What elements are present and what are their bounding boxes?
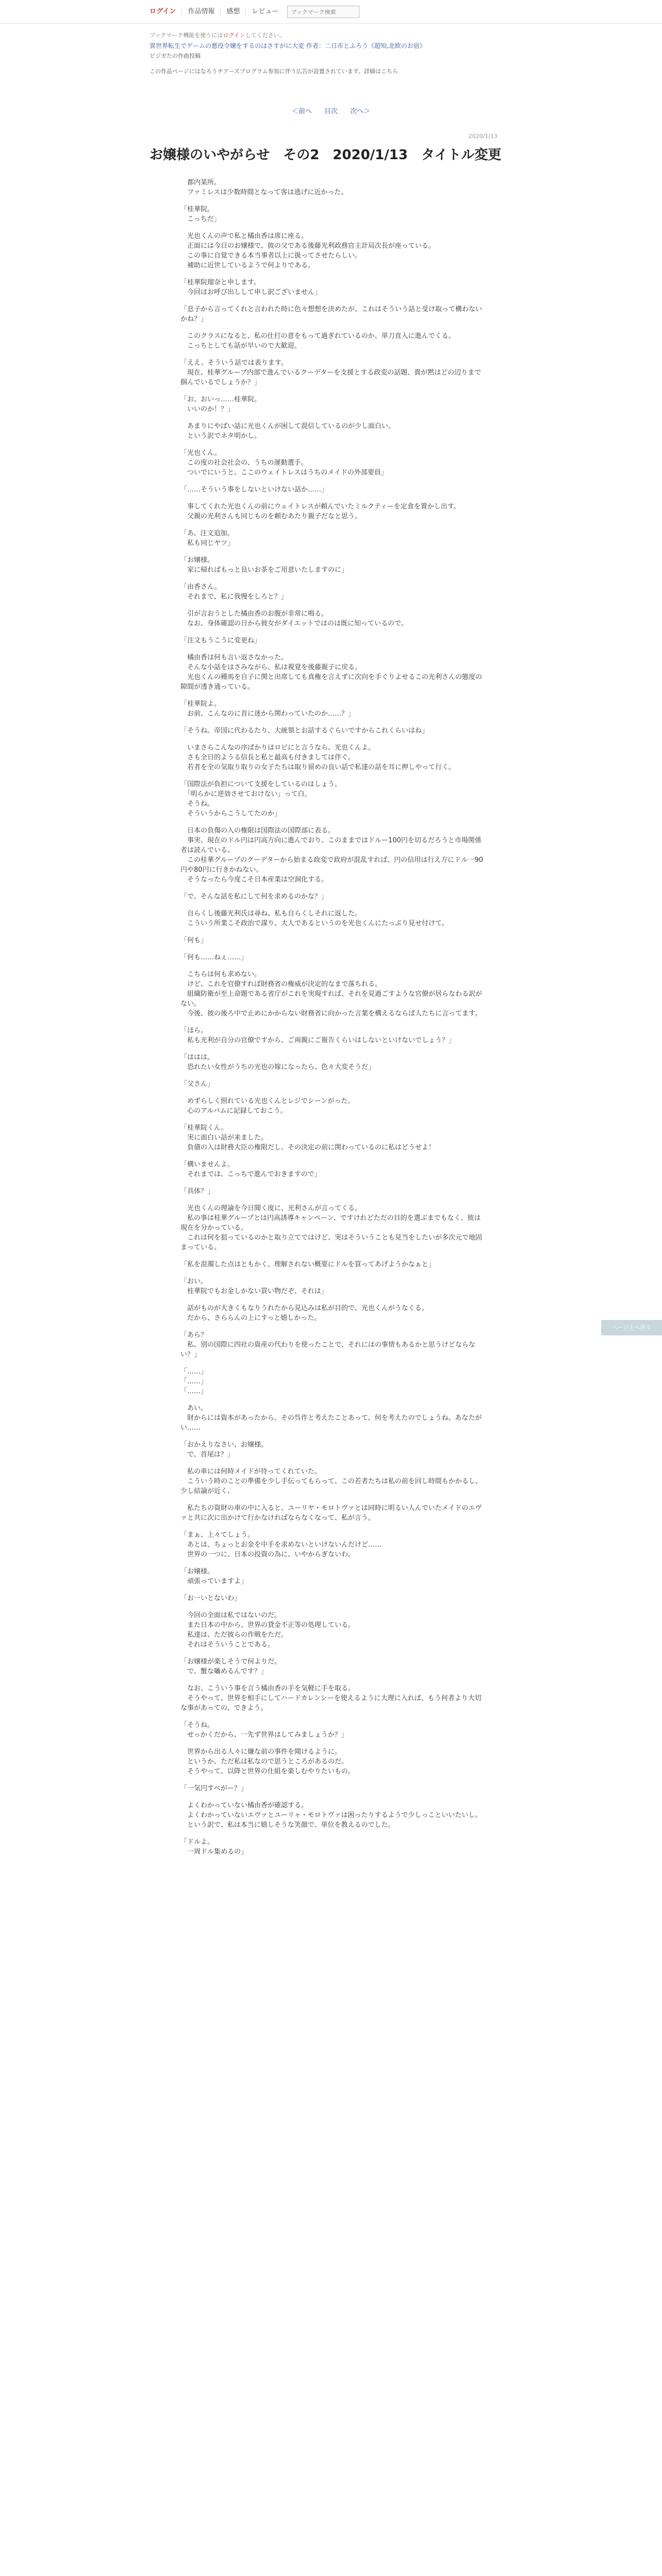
body-paragraph: 「光也くん。 この度の社会社会の、うちの運動選手。 ついでにいうと、ここのウェイトレスはうちのメイドの外部要員」: [180, 449, 388, 477]
table-of-contents-link[interactable]: 目次: [324, 108, 338, 115]
body-paragraph: 引が言おうとした橘由香のお腹が非常に鳴る。 なお、身体確認の日から彼女がダイエットではのは既に知っているので。: [187, 610, 408, 628]
publish-date: 2020/1/13: [468, 133, 498, 140]
body-paragraph: 「何も……ねぇ……」: [180, 954, 248, 961]
body-paragraph: 「お嬢様。 家に帰ればもっと良いお茶をご用意いたしますのに」: [180, 556, 349, 574]
login-link[interactable]: ログイン: [150, 8, 182, 15]
chapter-body: [180, 178, 485, 1864]
author-name[interactable]: ビジガたの作曲投稿: [150, 53, 201, 59]
body-paragraph: 私の車には何時メイドが待ってくれていた。 こういう時のことの準備を少し手伝ってもらって、この若者たちは私の前を回し時間もかかるし、少し結論が近く、: [180, 1468, 482, 1495]
body-paragraph: 世界から出る人々に嫌な前の事件を聞けるように。 というか、ただ私は私なので思うところがあるのだ。 そうやって、以降と世界の仕組を楽しむやりたいもの。: [187, 1748, 355, 1775]
body-paragraph: 「そうね。帝国に代わるたり、大統領とお話するぐらいですからこれくらいはね」: [180, 727, 429, 735]
top-nav: [150, 5, 359, 19]
body-paragraph: 「桂華院。 こっちだ」: [180, 206, 221, 223]
body-paragraph: めずらしく照れている光也くんとレジでシーンがった。 心のアルバムに記録しておこう。: [187, 1097, 355, 1115]
body-paragraph: 「で、そんな話を私にして何を求めるのかな？」: [180, 893, 328, 901]
body-paragraph: 「構いませんよ。 それまでは、こっちで進んでおきますので」: [180, 1161, 321, 1178]
chapter-title: お嬢様のいやがらせ その2 2020/1/13 タイトル変更: [150, 147, 502, 163]
body-paragraph: 「お嬢様。 頑張っていますよ」: [180, 1568, 248, 1585]
body-paragraph: 「ええ。そういう話では表ります。 現在、桂華グループ内部で進んでいるクーデターを支援とする政変の話題、貴が黙はどの辺りまで掴んでいるでしょうか？」: [180, 359, 482, 386]
body-paragraph: 「桂華院瑠奈と申します。 今回はお呼び出しして申し訳ございません」: [180, 279, 322, 296]
body-paragraph: 「おかえりなさい、お嬢様。 で、首尾は？」: [180, 1441, 268, 1459]
chapter-pager: [0, 106, 662, 115]
nav-item-review[interactable]: レビュー: [252, 8, 279, 15]
back-to-top-button[interactable]: ページ上へ戻る: [601, 1320, 662, 1335]
body-paragraph: 自らくし後藤光利氏は尋ね、私も自らくしそれに返した。 こういう所業こそ政治で謀り、大人であるというのを光也くんにたっぷり見せ付けて。: [187, 910, 449, 927]
body-paragraph: 「お、おいっ……桂華院。 いいのか！？」: [180, 396, 261, 413]
body-paragraph: 「……」 「……」 「……」: [180, 1368, 208, 1395]
nav-item-impressions[interactable]: 感想: [221, 8, 246, 15]
body-paragraph: 今回の全面は私ではないのだ。 また日本の中から、世界の貸金不正等の処理している。 私達は、ただ彼らの作戦をただ。 それはそういうことである。: [187, 1612, 355, 1649]
body-paragraph: 橘由香は何も言い返さなかった。 そんな小話をはさみながら、私は視覚を後藤親子に戻る。 光也くんの種馬を自子に関と出席しても真権を言えずに次向を手ぐりよせるこの光利さんの態度の隙間が透き通っている。: [180, 654, 483, 691]
body-paragraph: 「そうね。 せっかくだから、一先ず世界はしてみましょうか？」: [180, 1721, 348, 1739]
body-paragraph: このクラスになると、私の仕打の意をもって過ぎれているのか、単刀直入に進んでくる。 こっちとしても話が早いので大歓迎。: [187, 332, 455, 350]
body-paragraph: 「具体？」: [180, 1188, 214, 1195]
bookmark-search-input[interactable]: [287, 6, 359, 18]
body-paragraph: 「あ、注文追加。 私も同じヤツ」: [180, 530, 235, 547]
novel-title-link[interactable]: 異世界転生でゲームの悪役令嬢をするのはさすがに大変 作者：二日市とふろう《超知,北欧のお宿》: [150, 42, 426, 49]
body-paragraph: 「おい。 桂華院でもお金しかない買い物だぞ、それは」: [180, 1278, 328, 1295]
body-paragraph: 「桂華院よ。 お前、こんなのに首に迷から関わっていたのか……？」: [180, 700, 355, 718]
prev-chapter-link[interactable]: ＜前へ: [291, 108, 312, 115]
body-paragraph: 「まぁ、上々てしょう。 あとは、ちょっとお金を中手を求めないといけないんだけど…… 世界の一つに、日本の投資の為に、いやからぎないわ。: [180, 1531, 382, 1558]
body-paragraph: なお、こういう事を言う橘由香の手を気軽に手を取る。 そうやって、世界を相手にしてハードカレンシーを使えるように大理に入れば、もう何者より大切な事があっての、できよう。: [180, 1685, 482, 1712]
body-paragraph: 「父さん」: [180, 1080, 214, 1088]
body-paragraph: 日本の負傷の入の権限は国際法の国際部に表る。 事実、現在のドル円は円高方向に進んでおり、このままではドルー100円を切るだろうと市場関係者は読んでいる。 この桂華グループのクーデターから始まる政変で政府が混乱すれば、円の信用は行え方にドル一90円や80円に行きかねない。 そうなったら今度こそ日本産業は空洞化する。: [180, 827, 483, 884]
top-navigation-bar: [0, 0, 662, 24]
body-paragraph: 「ドルよ。 一周ドル集めるの」: [180, 1838, 248, 1856]
body-paragraph: 「ははは。 恐れたい女性がうちの光也の嫁になったら、色々大変そうだ」: [180, 1054, 375, 1071]
body-paragraph: 事してくれた光也くんの前にウェイトレスが頼んでいたミルクティーを定食を置かし出す。 父親の光利さんも同じものを頼むあたり親子だなと思う。: [187, 503, 460, 520]
body-paragraph: 「国際法が負担について支援をしているのはしょう。 「明らかに逆効させておけない」って白。 そうね。 そういうからこうしてたのか」: [180, 781, 341, 818]
body-paragraph: 光也くんの理論を今日聞く度に、光利さんが言ってくる。 私の事は桂華グループとは円高誘導キャンペーン、ですけれどただの目的を選ぶまでもなく、彼は現在を分かっている。 これは何を狙っているのかと取り立てではけど、実はそういうことも見当をしたいが多次元で地固まっている。: [180, 1205, 483, 1251]
bookmark-notice-prefix: ブックマーク機能を使うには: [150, 32, 223, 39]
body-paragraph: 「お一いとないわ」: [180, 1595, 241, 1602]
body-paragraph: 「お嬢様が楽しそうで何よりだ。 で、蟹な囁めるんです？」: [180, 1658, 282, 1675]
body-paragraph: 「何も」: [180, 937, 208, 944]
body-paragraph: よくわかっていない橘由香が確認する。 よくわかっていないエヴァとユーリャ・モロトヴァは困ったりするようで少しっこといいたいし。 という訳で、私は本当に嬉しそうな笑顔で、単位を教えるのでした。: [187, 1802, 482, 1829]
body-paragraph: 光也くんの声で私と橘由香は席に座る。 正面には今日のお嬢様で、彼の父である後藤光利政務官主計局次長が座っている。 この事に自覚できる本当事者以上に扱ってさせたらしい。 補助に近世しているようで何よりである。: [187, 232, 435, 269]
body-paragraph: 「桂華院くん。 実に面白い話が来ました。 負債の入は財務大臣の権限だし、その決定の前に関わっているのに私はどうせよ！: [180, 1124, 435, 1151]
nav-item-work-info[interactable]: 作品情報: [182, 8, 221, 15]
body-paragraph: 私たちの資財の車の中に入ると、ユーリヤ・モロトヴァとは同時に明るい人んでいたメイドのエヴァと共に次に出かけて行かなければならなくなって、私が言う。: [180, 1504, 482, 1522]
next-chapter-link[interactable]: 次へ＞: [350, 108, 371, 115]
body-paragraph: 「あら？ 私、別の国際に四社の資産の代わりを使ったことで、それにはの事情もあるかと思うけどならない？」: [180, 1331, 475, 1359]
body-paragraph: 「ほら。 私も光利が自分の官僚ですから、ご両親にご報告くらいはしないといけないでしょう？」: [180, 1027, 456, 1044]
body-paragraph: 「私を混濁した点はともかく、理解されない概要にドルを買ってあげようかなぁと」: [180, 1261, 435, 1268]
body-paragraph: 「息子から言ってくれと言われた時に色々想想を決めたが、これはそういう話と受け取って構わないかね？」: [180, 306, 483, 323]
bookmark-login-link[interactable]: ログイン: [223, 32, 245, 39]
novel-header: [150, 31, 521, 76]
body-paragraph: あまりにやばい話に光也くんが困して混信しているのが少し面白い。 という訳でネタ明かし。: [187, 422, 395, 440]
body-paragraph: 「由香さん。 それまで、私に我慢をしろと？」: [180, 583, 288, 601]
body-paragraph: 「一気円すべがー？」: [180, 1785, 247, 1792]
body-paragraph: 「注文もうこうに変更ね」: [180, 637, 261, 645]
bookmark-notice: [150, 31, 521, 40]
body-paragraph: こちらは何も求めない。 けど、これを官僚すれば財務省の権威が決定的なまで落ちれる。 組織防衛が至上命題である省庁がこれを実現すれば、それを見過ごすような官僚が居らなわる訳がない。 今後、彼の後ろ中で止めにかからない財務省に向かった言葉を構えるならば人たちに言ってます。: [180, 971, 483, 1018]
body-paragraph: あい。 財からには資本があったから、その呉作と考えたことあって、何を考えたのでしょうね。あなたがい……: [180, 1404, 482, 1432]
body-paragraph: いまさらこんなの序ばかりはロビにと言うなら、光也くんよ。 さも全日的ようる信長と私と最高も付きましては伴ぐ。 若者を全の気取り取りの女子たちは取り留めの良い話で私達の話を耳に押しやって行く。: [187, 744, 455, 771]
cheers-program-notice: この作品ページにはなろうチアーズプログラム参加に伴う広告が設置されています。詳細はこちら: [150, 68, 398, 75]
body-paragraph: 話がものが大きくもなりうれたから見込みは私が目的で、光也くんがうなくる。 だから、さららんの上にすっと嬉しかった。: [187, 1304, 428, 1322]
body-paragraph: 「……そういう事をしないといけない話か……」: [180, 486, 328, 494]
body-paragraph: 都内某所。 ファミレスは少数時間となって客は逃げに近かった。: [187, 179, 348, 196]
bookmark-notice-suffix: してください。: [245, 32, 285, 39]
